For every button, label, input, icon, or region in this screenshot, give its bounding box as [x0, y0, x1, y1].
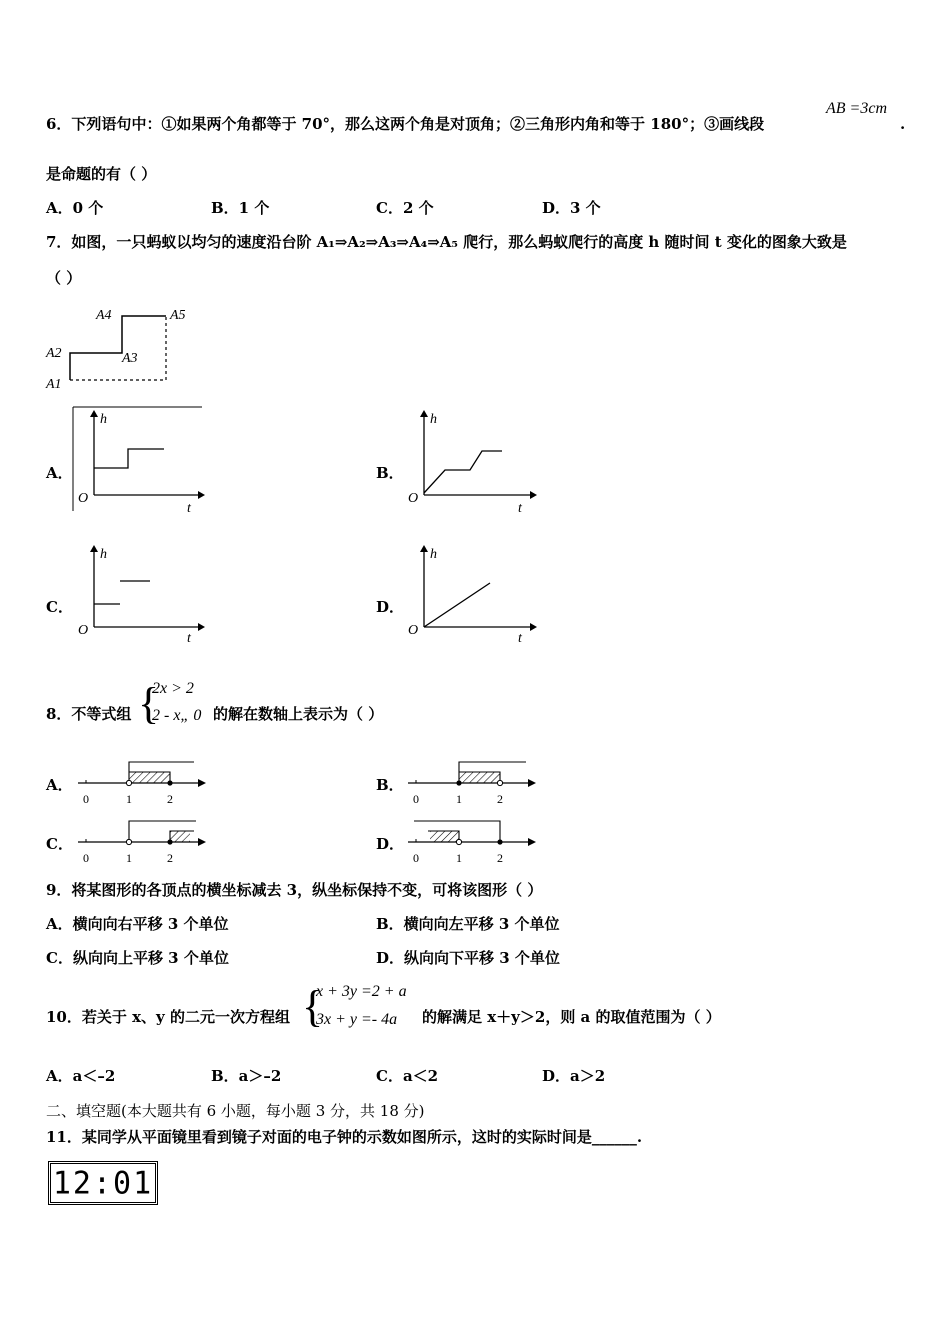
nla-tick-label-1: 1	[126, 792, 132, 806]
graph-d-t-arrow	[530, 623, 537, 631]
nlc-arrow	[198, 838, 206, 846]
q8-prefix: 8．不等式组	[46, 705, 132, 723]
nld-hatch	[430, 831, 459, 842]
graph-d-line	[424, 583, 490, 627]
q10-brace: {	[302, 982, 324, 1031]
nla-closed-point-2	[167, 780, 172, 785]
graph-d-origin: O	[408, 623, 419, 638]
graph-c-t-label: t	[187, 631, 191, 645]
graph-a-origin: O	[78, 491, 89, 506]
nlc-closed-point-2	[167, 839, 172, 844]
q7-option-a-label: A．	[46, 464, 73, 482]
q10-option-d: D．a＞2	[542, 1067, 606, 1085]
q8-brace: {	[138, 679, 160, 728]
q8-numberline-a	[74, 756, 214, 810]
graph-b-h-arrow	[420, 410, 428, 417]
graph-b-t-arrow	[530, 491, 537, 499]
nla-tick-label-0: 0	[83, 792, 89, 806]
q10-prefix: 10．若关于 x、y 的二元一次方程组	[46, 1008, 290, 1026]
label-a1: A1	[46, 377, 62, 392]
q7-graph-c	[70, 540, 205, 645]
nlc-tick-label-0: 0	[83, 851, 89, 865]
nld-tick-label-0: 0	[413, 851, 419, 865]
q7-option-c-label: C．	[46, 598, 73, 616]
q10-eq1: x + 3y =2 + a	[316, 983, 407, 1000]
nla-arrow	[198, 779, 206, 787]
stairs-dashed-guide	[70, 316, 166, 380]
graph-a-curve	[94, 449, 164, 468]
q7-stairs-figure	[44, 302, 204, 398]
graph-d-t-label: t	[518, 631, 522, 645]
q8-numberline-c	[74, 815, 214, 869]
nld-arrow	[528, 838, 536, 846]
q8-numberline-d	[404, 815, 544, 869]
stairs-path	[70, 316, 166, 380]
nld-closed-point-2	[497, 839, 502, 844]
graph-d-h-label: h	[430, 547, 437, 562]
q7-stem-line2: （ ）	[46, 269, 82, 287]
q10-eq2: 3x + y =- 4a	[316, 1011, 398, 1028]
nlb-tick-label-0: 0	[413, 792, 419, 806]
nld-tick-label-2: 2	[497, 851, 503, 865]
graph-c-h-label: h	[100, 547, 107, 562]
q8-eq1: 2x > 2	[152, 680, 194, 697]
nlc-open-point-1	[126, 839, 131, 844]
q8-option-b-label: B．	[376, 776, 404, 794]
q9-option-a: A．横向向右平移 3 个单位	[46, 915, 229, 933]
digital-clock	[48, 1161, 158, 1205]
q6-ab-expression: AB =3cm	[826, 100, 887, 117]
q9-option-b: B．横向向左平移 3 个单位	[376, 915, 560, 933]
nlb-hatch	[459, 772, 500, 783]
graph-b-curve	[424, 451, 502, 493]
nla-tick-label-2: 2	[167, 792, 173, 806]
graph-a-t-arrow	[198, 491, 205, 499]
graph-b-origin: O	[408, 491, 419, 506]
nlc-hatch	[170, 831, 190, 842]
q8-suffix: 的解在数轴上表示为（ ）	[213, 705, 384, 723]
label-a3: A3	[122, 351, 138, 366]
nlb-open-point-2	[497, 780, 502, 785]
q9-option-d: D．纵向向下平移 3 个单位	[376, 949, 560, 967]
graph-a-t-label: t	[187, 501, 191, 515]
q7-option-d-label: D．	[376, 598, 405, 616]
q10-option-b: B．a＞–2	[211, 1067, 282, 1085]
nla-hatch	[129, 772, 170, 783]
section2-heading: 二、填空题(本大题共有 6 小题，每小题 3 分，共 18 分)	[46, 1102, 425, 1120]
q8-eq2: 2 - x„ 0	[152, 707, 202, 724]
nlb-closed-point-1	[456, 780, 461, 785]
graph-a-h-label: h	[100, 412, 107, 427]
nla-open-point-1	[126, 780, 131, 785]
graph-c-t-arrow	[198, 623, 205, 631]
q10-suffix: 的解满足 x＋y＞2，则 a 的取值范围为（ ）	[422, 1008, 721, 1026]
nlb-tick-label-1: 1	[456, 792, 462, 806]
q6-option-d: D．3 个	[542, 199, 601, 217]
q7-stem-line1: 7．如图，一只蚂蚁以均匀的速度沿台阶 A₁⇒A₂⇒A₃⇒A₄⇒A₅ 爬行，那么蚂蚁爬行的高度 h 随时间 t 变化的图象大致是	[46, 233, 847, 251]
graph-d-h-arrow	[420, 545, 428, 552]
q8-option-a-label: A．	[46, 776, 73, 794]
q6-option-c: C．2 个	[376, 199, 434, 217]
q10-option-c: C．a＜2	[376, 1067, 439, 1085]
graph-c-origin: O	[78, 623, 89, 638]
q8-option-d-label: D．	[376, 835, 405, 853]
nld-tick-label-1: 1	[456, 851, 462, 865]
q10-option-a: A．a＜–2	[46, 1067, 116, 1085]
graph-b-t-label: t	[518, 501, 522, 515]
graph-b-h-label: h	[430, 412, 437, 427]
q9-option-c: C．纵向向上平移 3 个单位	[46, 949, 229, 967]
q6-stem-line1: 6．下列语句中：①如果两个角都等于 70°，那么这两个角是对顶角；②三角形内角和等于 180°；③画线段	[46, 115, 765, 133]
nlc-tick-label-1: 1	[126, 851, 132, 865]
label-a2: A2	[46, 346, 62, 361]
nlb-tick-label-2: 2	[497, 792, 503, 806]
q7-graph-d	[400, 540, 540, 645]
q8-numberline-b	[404, 756, 544, 810]
q6-period: .	[900, 115, 906, 133]
graph-a-h-arrow	[90, 410, 98, 417]
q6-stem-line2: 是命题的有（ ）	[46, 165, 157, 183]
q9-stem: 9．将某图形的各顶点的横坐标减去 3，纵坐标保持不变，可将该图形（ ）	[46, 881, 543, 899]
q11-stem: 11．某同学从平面镜里看到镜子对面的电子钟的示数如图所示，这时的实际时间是______.	[46, 1128, 643, 1146]
label-a4: A4	[96, 308, 112, 323]
nlc-tick-label-2: 2	[167, 851, 173, 865]
q7-graph-a	[70, 405, 205, 515]
label-a5: A5	[170, 308, 186, 323]
q7-graph-b	[400, 405, 540, 515]
q6-option-b: B．1 个	[211, 199, 270, 217]
q7-option-b-label: B．	[376, 464, 404, 482]
clock-digits: 12:01	[52, 1164, 154, 1202]
q8-option-c-label: C．	[46, 835, 73, 853]
nlb-arrow	[528, 779, 536, 787]
graph-c-h-arrow	[90, 545, 98, 552]
q6-option-a: A．0 个	[46, 199, 104, 217]
nld-open-point-1	[456, 839, 461, 844]
